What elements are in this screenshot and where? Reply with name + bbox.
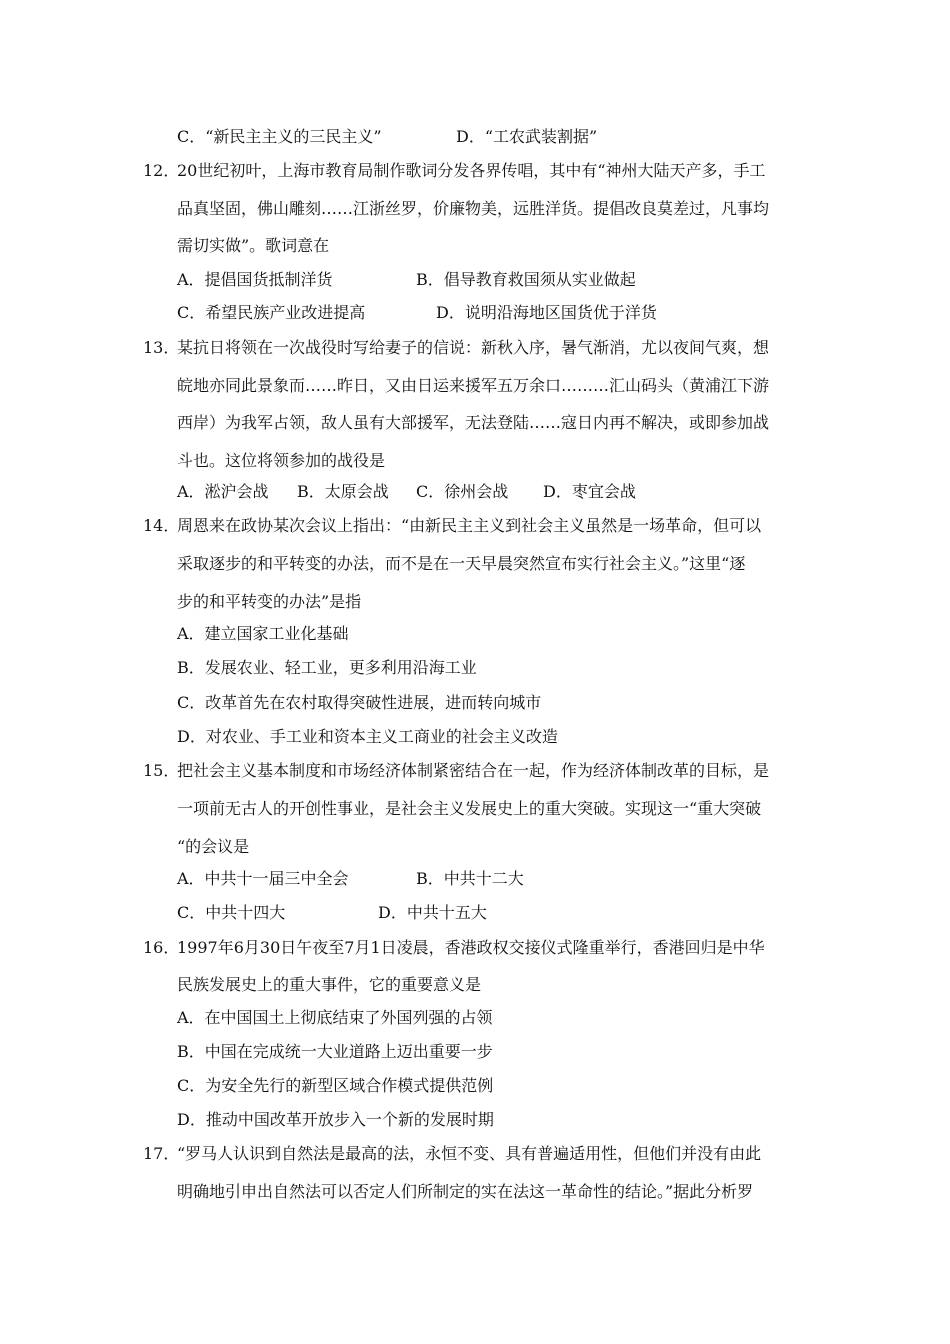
q15-option-c: C．中共十四大: [177, 903, 286, 922]
q16-option-c: C．为安全先行的新型区域合作模式提供范例: [177, 1076, 494, 1095]
q11-option-d: D．“工农武装割据”: [456, 127, 598, 146]
q12-option-c: C．希望民族产业改进提高: [177, 303, 366, 322]
q13-stem-line: 某抗日将领在一次战役时写给妻子的信说：新秋入序，暑气渐消，尤以夜间气爽，想: [177, 338, 770, 357]
q15-stem-line: 把社会主义基本制度和市场经济体制紧密结合在一起，作为经济体制改革的目标，是: [177, 761, 770, 780]
q17-stem-line: “罗马人认识到自然法是最高的法，永恒不变、具有普遍适用性，但他们并没有由此: [177, 1144, 762, 1163]
q15-number: 15．: [143, 761, 180, 780]
q12-stem-line: 需切实做”。歌词意在: [177, 236, 330, 255]
q15-option-d: D．中共十五大: [378, 903, 487, 922]
q16-option-a: A．在中国国土上彻底结束了外国列强的占领: [177, 1008, 493, 1027]
q14-number: 14．: [143, 516, 180, 535]
q13-option-c: C．徐州会战: [416, 482, 509, 501]
q14-stem-line: 采取逐步的和平转变的办法，而不是在一天早晨突然宣布实行社会主义。”这里“逐: [177, 554, 746, 573]
q12-stem-line: 20世纪初叶，上海市教育局制作歌词分发各界传唱，其中有“神州大陆天产多，手工: [177, 161, 766, 180]
q14-option-d: D．对农业、手工业和资本主义工商业的社会主义改造: [177, 727, 558, 746]
q13-option-a: A．淞沪会战: [177, 482, 269, 501]
q16-stem-line: 民族发展史上的重大事件，它的重要意义是: [177, 975, 482, 994]
q16-stem-line: 1997年6月30日午夜至7月1日凌晨，香港政权交接仪式隆重举行，香港回归是中华: [177, 938, 765, 957]
q15-stem-line: “的会议是: [177, 837, 250, 856]
q15-option-a: A．中共十一届三中全会: [177, 869, 349, 888]
q12-option-d: D．说明沿海地区国货优于洋货: [436, 303, 657, 322]
q16-option-b: B．中国在完成统一大业道路上迈出重要一步: [177, 1042, 493, 1061]
q16-option-d: D．推动中国改革开放步入一个新的发展时期: [177, 1110, 494, 1129]
q14-option-c: C．改革首先在农村取得突破性进展，进而转向城市: [177, 693, 542, 712]
q13-option-b: B．太原会战: [297, 482, 389, 501]
q17-stem-line: 明确地引申出自然法可以否定人们所制定的实在法这一革命性的结论。”据此分析罗: [177, 1182, 754, 1201]
q15-stem-line: 一项前无古人的开创性事业，是社会主义发展史上的重大突破。实现这一“重大突破: [177, 799, 762, 818]
q17-number: 17．: [143, 1144, 180, 1163]
q13-stem-line: 西岸）为我军占领，敌人虽有大部援军，无法登陆……寇日内再不解决，或即参加战: [177, 413, 770, 432]
q11-option-c: C．“新民主主义的三民主义”: [177, 127, 382, 146]
q14-option-a: A．建立国家工业化基础: [177, 624, 349, 643]
q13-option-d: D．枣宜会战: [543, 482, 636, 501]
q12-stem-line: 品真坚固，佛山雕刻……江浙丝罗，价廉物美，远胜洋货。提倡改良莫差过，凡事均: [177, 199, 770, 218]
q12-number: 12．: [143, 161, 180, 180]
q13-stem-line: 斗也。这位将领参加的战役是: [177, 451, 386, 470]
q16-number: 16．: [143, 938, 180, 957]
q14-stem-line: 周恩来在政协某次会议上指出：“由新民主主义到社会主义虽然是一场革命，但可以: [177, 516, 762, 535]
q12-option-b: B．倡导教育救国须从实业做起: [416, 270, 636, 289]
q13-number: 13．: [143, 338, 180, 357]
q12-option-a: A．提倡国货抵制洋货: [177, 270, 333, 289]
q15-option-b: B．中共十二大: [416, 869, 524, 888]
q14-stem-line: 步的和平转变的办法”是指: [177, 592, 362, 611]
q14-option-b: B．发展农业、轻工业，更多利用沿海工业: [177, 658, 477, 677]
q13-stem-line: 皖地亦同此景象而……昨日，又由日运来援军五万余口………汇山码头（黄浦江下游: [177, 376, 770, 395]
